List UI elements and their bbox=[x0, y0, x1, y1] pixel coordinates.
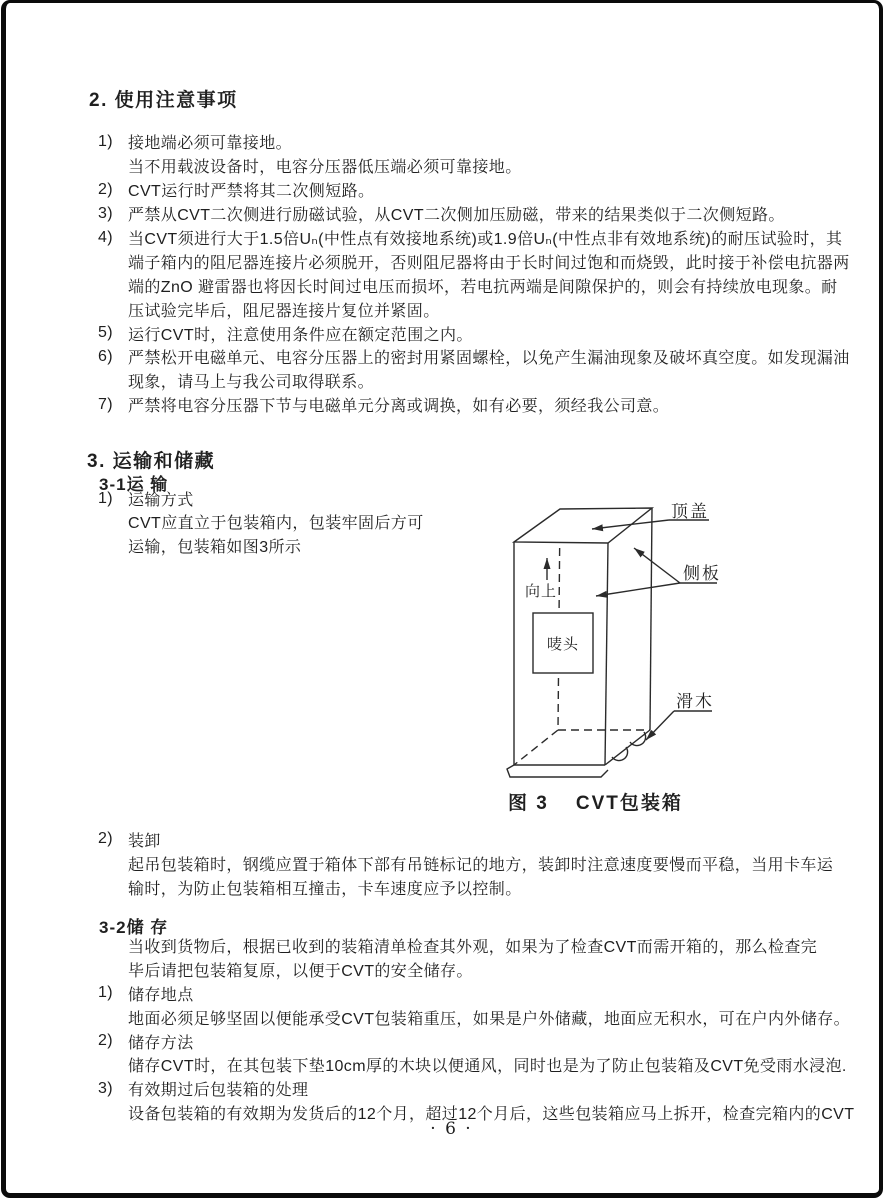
item-text: 储存方法 bbox=[128, 1034, 194, 1052]
item-text: 运输，包装箱如图3所示 bbox=[128, 538, 302, 556]
item-text: 当CVT须进行大于1.5倍Uₙ(中性点有效接地系统)或1.9倍Uₙ(中性点非有效地系统)的耐压试验时，其 bbox=[128, 231, 843, 248]
item-number: 4) bbox=[98, 228, 114, 246]
list-line bbox=[98, 982, 865, 1006]
item-text: 当不用载波设备时，电容分压器低压端必须可靠接地。 bbox=[128, 159, 522, 177]
list-line bbox=[98, 321, 865, 345]
list-line bbox=[98, 958, 865, 982]
list-line bbox=[98, 154, 865, 178]
item-number: 3) bbox=[98, 204, 114, 222]
item-number: 5) bbox=[98, 324, 114, 342]
loading-list bbox=[98, 827, 865, 899]
section2-heading: 2. 使用注意事项 bbox=[89, 90, 238, 111]
item-text: 运行CVT时，注意使用条件应在额定范围之内。 bbox=[128, 326, 473, 344]
item-number: 2) bbox=[98, 830, 114, 847]
label-upward: 向上 bbox=[524, 583, 558, 600]
list-line bbox=[98, 827, 865, 851]
item-text: 严禁松开电磁单元、电容分压器上的密封用紧固螺栓，以免产生漏油现象及破坏真空度。如发现漏油 bbox=[128, 350, 850, 368]
item-text: 储存地点 bbox=[128, 986, 194, 1004]
item-text: 有效期过后包装箱的处理 bbox=[128, 1082, 309, 1100]
list-line bbox=[98, 202, 865, 226]
list-line bbox=[98, 249, 865, 273]
list-line bbox=[98, 297, 865, 321]
list-line bbox=[98, 1029, 865, 1053]
list-line bbox=[98, 934, 865, 958]
item-number: 2) bbox=[98, 180, 114, 198]
page-number: · 6 · bbox=[430, 1119, 473, 1139]
section3-heading: 3. 运输和储藏 bbox=[87, 451, 216, 472]
list-line bbox=[98, 345, 865, 369]
item-text: 设备包装箱的有效期为发货后的12个月，超过12个月后，这些包装箱应马上拆开，检查完箱内的CVT bbox=[128, 1105, 855, 1123]
section3-2-subheading: 3-2储 存 bbox=[99, 918, 169, 937]
section3-1-subheading: 3-1运 输 bbox=[99, 475, 169, 494]
item-text: 现象，请马上与我公司取得联系。 bbox=[128, 374, 375, 392]
crate-base-slab bbox=[507, 765, 608, 777]
section2-list bbox=[98, 130, 865, 417]
list-line bbox=[98, 851, 865, 875]
label-skid: 滑木 bbox=[676, 692, 714, 711]
item-text: CVT应直立于包装箱内，包装牢固后方可 bbox=[128, 515, 424, 533]
item-number: 6) bbox=[98, 347, 114, 365]
label-side-panel: 侧板 bbox=[683, 564, 721, 583]
item-text: 运输方式 bbox=[128, 492, 194, 510]
list-line bbox=[98, 369, 865, 393]
item-text: 端的ZnO 避雷器也将因长时间过电压而损坏，若电抗两端是间隙保护的，则会有持续放电现象。耐 bbox=[128, 278, 838, 296]
item-number: 3) bbox=[98, 1079, 114, 1097]
item-text: 端子箱内的阻尼器连接片必须脱开，否则阻尼器将由于长时间过饱和而烧毁，此时接于补偿电抗器两 bbox=[128, 254, 850, 272]
item-number: 1) bbox=[98, 489, 114, 507]
item-text: 装卸 bbox=[128, 832, 161, 850]
figure-caption bbox=[508, 788, 683, 815]
list-line bbox=[98, 273, 865, 297]
item-text: 输时，为防止包装箱相互撞击，卡车速度应予以控制。 bbox=[128, 880, 522, 898]
crate-top-face bbox=[514, 508, 652, 543]
list-line bbox=[98, 393, 865, 417]
item-text: 毕后请把包装箱复原，以便于CVT的安全储存。 bbox=[128, 963, 473, 981]
item-text: 接地端必须可靠接地。 bbox=[128, 135, 293, 153]
item-text: 起吊包装箱时，钢缆应置于箱体下部有吊链标记的地方，装卸时注意速度要慢而平稳，当用卡车运 bbox=[128, 856, 834, 874]
item-number: 7) bbox=[98, 395, 114, 413]
item-text: 压试验完毕后，阻尼器连接片复位并紧固。 bbox=[128, 302, 440, 320]
item-number: 2) bbox=[98, 1032, 114, 1050]
list-line bbox=[98, 178, 865, 202]
packing-crate-drawing bbox=[440, 478, 850, 833]
figure-caption-title: CVT包装箱 bbox=[575, 793, 683, 814]
label-top-cover: 顶盖 bbox=[671, 502, 709, 521]
list-line bbox=[98, 130, 865, 154]
list-line bbox=[98, 226, 865, 250]
list-line bbox=[98, 875, 865, 899]
item-text: 地面必须足够坚固以便能承受CVT包装箱重压，如果是户外储藏，地面应无积水，可在户内外储存。 bbox=[128, 1010, 851, 1028]
item-number: 1) bbox=[98, 984, 114, 1002]
list-line bbox=[98, 1077, 865, 1101]
item-text: 储存CVT时，在其包装下垫10cm厚的木块以便通风，同时也是为了防止包装箱及CVT免受雨水浸泡. bbox=[128, 1058, 847, 1076]
list-line bbox=[98, 1005, 865, 1029]
item-text: 严禁将电容分压器下节与电磁单元分离或调换，如有必要，须经我公司意。 bbox=[128, 398, 670, 416]
figure-caption-label: 图 3 bbox=[508, 793, 549, 814]
figure-cvt-packing-crate bbox=[440, 478, 850, 833]
list-line bbox=[98, 1053, 865, 1077]
item-text: 当收到货物后，根据已收到的装箱清单检查其外观，如果为了检查CVT而需开箱的，那么检查完 bbox=[128, 939, 818, 957]
item-text: CVT运行时严禁将其二次侧短路。 bbox=[128, 183, 375, 201]
item-number: 1) bbox=[98, 132, 114, 150]
label-shipping-mark: 唛头 bbox=[546, 636, 580, 653]
storage-list bbox=[98, 934, 865, 1124]
item-text: 严禁从CVT二次侧进行励磁试验，从CVT二次侧加压励磁，带来的结果类似于二次侧短路。 bbox=[128, 207, 785, 225]
